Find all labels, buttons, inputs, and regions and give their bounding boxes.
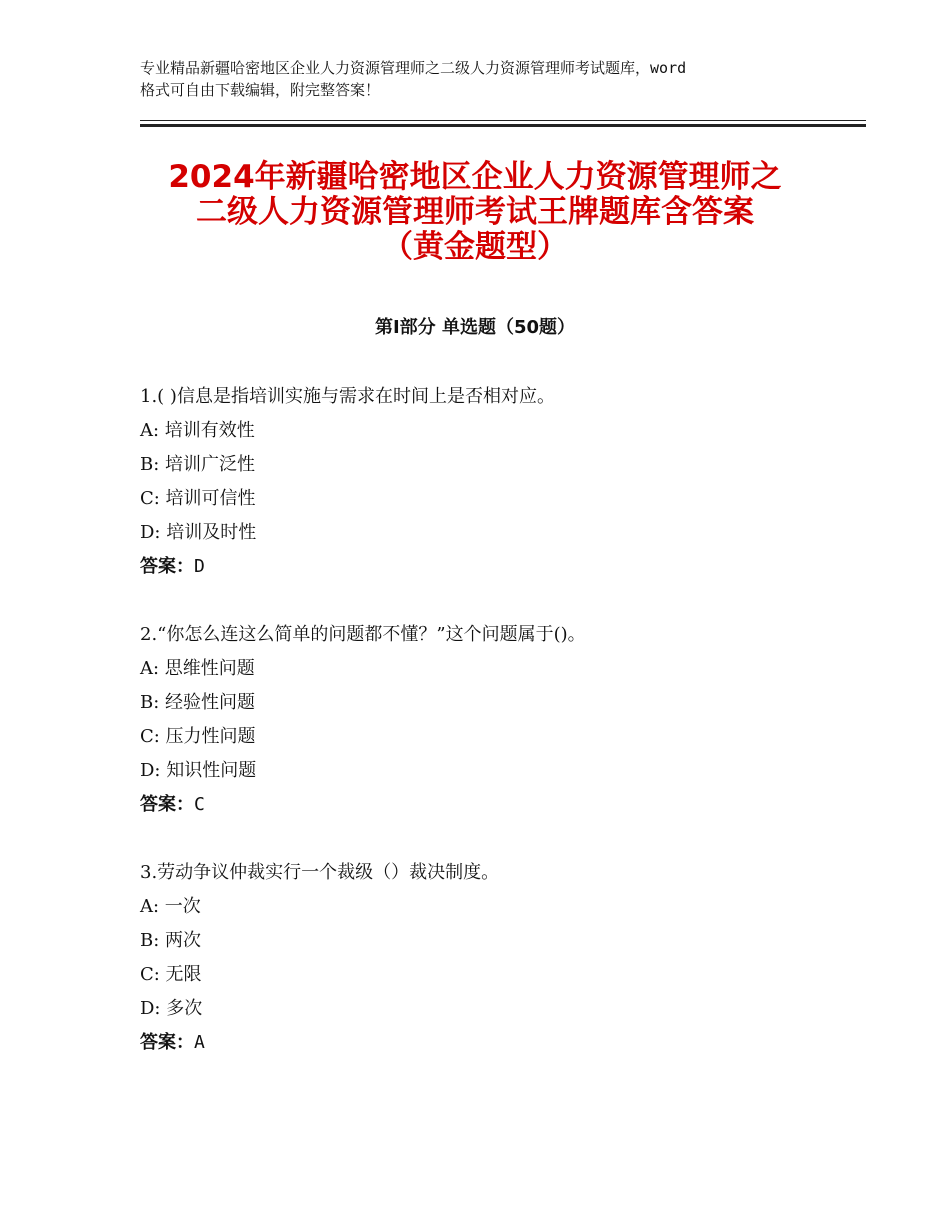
answer-line xyxy=(140,1026,860,1060)
header-divider-thin xyxy=(140,120,866,121)
option-d: D: 多次 xyxy=(140,998,203,1019)
option-a: A: 一次 xyxy=(140,896,201,917)
question-stem: 1.( )信息是指培训实施与需求在时间上是否相对应。 xyxy=(140,386,555,407)
question-stem: 3.劳动争议仲裁实行一个裁级（）裁决制度。 xyxy=(140,862,500,883)
answer-value: C xyxy=(194,794,205,815)
document-title-line-3: （黄金题型） xyxy=(382,229,568,265)
option-d: D: 知识性问题 xyxy=(140,760,257,781)
option-b: B: 经验性问题 xyxy=(140,692,256,713)
header-divider-thick xyxy=(140,124,866,127)
question-stem: 2.“你怎么连这么简单的问题都不懂？”这个问题属于()。 xyxy=(140,624,586,645)
option-d: D: 培训及时性 xyxy=(140,522,257,543)
option-c: C: 压力性问题 xyxy=(140,726,256,747)
answer-line xyxy=(140,550,860,584)
header-note xyxy=(140,57,830,101)
answer-label: 答案： xyxy=(140,1032,194,1053)
answer-label: 答案： xyxy=(140,794,194,815)
option-a: A: 培训有效性 xyxy=(140,420,255,441)
question-2 xyxy=(140,618,860,822)
answer-value: D xyxy=(194,556,205,577)
question-list xyxy=(140,380,860,1094)
option-b: B: 两次 xyxy=(140,930,202,951)
question-1 xyxy=(140,380,860,584)
option-c: C: 培训可信性 xyxy=(140,488,256,509)
answer-line xyxy=(140,788,860,822)
option-c: C: 无限 xyxy=(140,964,202,985)
header-note-line-1: 专业精品新疆哈密地区企业人力资源管理师之二级人力资源管理师考试题库，word xyxy=(140,59,687,77)
question-3 xyxy=(140,856,860,1060)
answer-value: A xyxy=(194,1032,205,1053)
document-title-line-1: 2024年新疆哈密地区企业人力资源管理师之 xyxy=(168,159,782,195)
document-title-line-2: 二级人力资源管理师考试王牌题库含答案 xyxy=(196,194,754,230)
answer-label: 答案： xyxy=(140,556,194,577)
option-b: B: 培训广泛性 xyxy=(140,454,256,475)
header-note-line-2: 格式可自由下载编辑，附完整答案！ xyxy=(140,81,381,99)
document-title xyxy=(100,160,850,265)
option-a: A: 思维性问题 xyxy=(140,658,255,679)
section-heading: 第Ⅰ部分 单选题（50题） xyxy=(374,317,575,338)
